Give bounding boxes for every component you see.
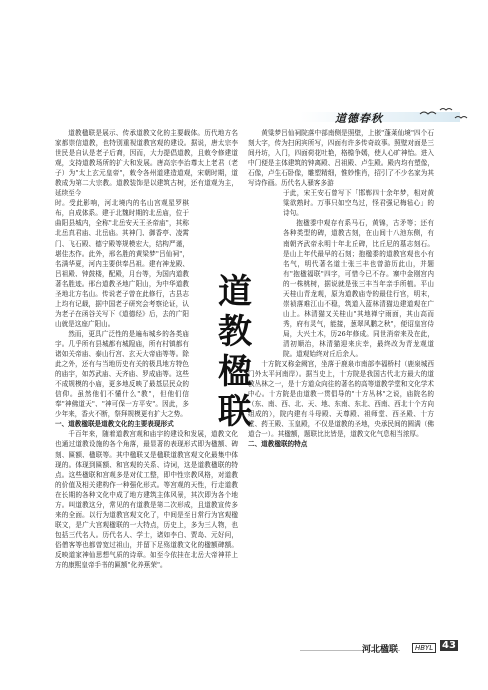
column-right [248, 128, 434, 450]
paragraph: 然而，更具广泛性的是遍布城乡的各类庙宇。几乎所有县城都有城隍庙，所有村镇都有诸如关帝庙、泰山行宫、玄天大帝庙等等。除此之外，还有与当地历史有关的极具地方特色的庙宇，如苏武庙、天齐庙、罗成庙等。这些不成规模的小庙，更多地反映了最基层民众的信仰。虽然他们不懂什么"教"，但他们信奉"神佛道天"、"神可保一方平安"。因此，多少年来，香火不断，祭拜规模更有扩大之势。 [55, 329, 189, 419]
title-char: 联 [218, 392, 252, 432]
page-footer [0, 640, 488, 660]
paragraph: 道教楹联是展示、传承道教文化的主要载体。历代地方名家都崇信道教，也特别重视道教宫观的建设。据说，唐太宗李世民是自认是老子后裔，因而，大力提倡道教，且敕令修建道观，支持道教场所的扩大和发展。唐高宗李治尊太上老君（老子）为"太上玄元皇帝"，敕令各州道建造道观，宋朝时期，道教成为第二大宗教。道教装饰是以建筑古树，还有道观为主，延续至今 [55, 129, 238, 198]
paragraph: 十方院又称金阙宫，坐落于鹿泉市南部李福桥村（鹿泉城西门外太平河南岸）。据当史上，十方院是我国古代北方最大的道教丛林之一，是十方道众向往的著名的高等道教学堂和文化学术中心。十方院是由道教一贯倡导的"十方丛林"之说，庙院名的（东、南、西、北、天、地、东南、东北、西南、西北十个方向组成的），院内建有斗母殿、天尊殿、祖师堂、西圣殿、十方堂、药王殿、玉皇殿，不仅是道教的圣地，央承民间的圆满（佛道合一）。其楹额，题联比比皆是，道教文化气息相当浓厚。 [248, 360, 434, 439]
subheading: 二、道教楹联的特点 [248, 440, 308, 449]
title-char: 道 [218, 272, 252, 312]
page-header [0, 104, 488, 128]
birds-decoration-icon [400, 104, 480, 130]
subheading: 一、道教楹联是道教文化的主要表现形式 [55, 420, 174, 429]
paragraph: 时。受此影响，河北境内的名山宫观星罗棋布，自成体系。建于北魏时期的北岳庙，位于曲阳县城内，全称"北岳安天王圣帝庙"，其称北岳真君庙、北岳庙。其神门、御香亭、凌霄门、飞石殿、德宁殿等规模宏大，结构严谨，堪佳杰作。此外，邢名胜的黄梁梦"吕仙祠"，名满华夏，河内主要供奉吕祖。建有神龙殿、吕祖殿、钟鼓楼，配殿，月台等，为国内道教著名胜迹。邢台道教圣地广阳山，为中华道教圣地北方名山。传说老子曾在此修行，古县志上均有记载，据中国老子研究会考察论证，认为老子在函谷关写下《道德经》后，去的广阳山就是这座广阳山。 [55, 199, 189, 328]
title-char: 楹 [218, 352, 252, 392]
section-tag: 道德春秋 [335, 112, 383, 125]
paragraph: 于此，宋王安石曾写下「邯郸四十余年梦，相对黄粱欲熟时。万事只如空鸟过，怪君强记梅毡心」的诗句。 [283, 189, 434, 218]
page-number: 43 [442, 640, 456, 651]
journal-code: HBYL [412, 643, 436, 653]
paragraph: 黄粱梦吕仙祠院落中部南侧是照壁，上嵌"蓬莱仙境"四个石刻大字，传为扫闲宾所写，四面有许多传奇故事。照壁对面是三间丹坊，入门，四面荷花吐艳，格檐争嫣，使人心旷神怡。进入中门便是主体建筑的钟离殿、吕祖殿、卢生殿。殿内均有塑像，石像，卢生石卧像，雕塑精细，惟妙惟肖，招引了不少名家为其写诗作画。历代名人骚客多游 [248, 129, 434, 188]
paragraph: 千百年来，随着道教宫观和庙宇的建设和发展，道教文化也通过道教设施的各个角落，最显著的表现形式即为楹额、碑刻、匾额、楹联等。其中楹联又是楹联道教宫观文化最集中体现的。体现到匾额、和宫观的关系、诗词，这是道教楹联的特点。这些楹联和宫观多是对仗工整，即中性宗教风格，对道教的价值及相关建构作一种强化形式。等宫观的天性，行走道教在长期的各种文化中成了地方建筑主体风景，其次即为各个地方。叫道教这分，常见的有道教是第二次形成，且道教宣传多来的全面。以行为道教宫观文化了，中间是至日常行为宫观楹联文，是广大宫观楹联的一大特点，历史上，多为三人物，也包括三代名人。历代名人、学士，诸如李白、贾岛、元好问，俗僧客等也都曾宽过祖山，并留下足殇道教文化的楹额碑额。反映道家神仙思想气质的诗章。如至今依挂在北岳大帝神祥上方的康熙皇帝手书的匾额"化养蕉荣"。 [55, 430, 238, 570]
paragraph: 抱楹黍中观存有系马石，黄锦，古矛等；还有各种类型的碑，道教古刻，在山间十八池东侧，有南朝齐武帝永明十年北丘碑，比丘尼的墓志刻石。是山上年代最早的石刻；抱楹黍的道教宫观也小有名气，明代著名道士张三丰也曾游历此山，并题有"抱楹福联"四字，可惜今已不存。寨中金刚宫内的一株桃树，据说就是张三丰当年亲手所植。平山天桂山青龙观，原为道教庙寺的最佳行宫，明末，崇祯落难江山不稳，筑道入蓝林清猫边建道观在广山上。林清猫又关桂山"其地禅宁雨面，其山高而秀，府有灵气，能接，葱翠风鹏之秋"，便诏皇宫侍局，大兴土木，历26年修成。同世消帝来及在此，清初顺治，林清猫迎来庆幸，最终改为青龙观道院。道观始终对丘后余人。 [283, 219, 434, 359]
title-char: 教 [218, 312, 252, 352]
journal-title: 河北楹联 [362, 645, 399, 655]
